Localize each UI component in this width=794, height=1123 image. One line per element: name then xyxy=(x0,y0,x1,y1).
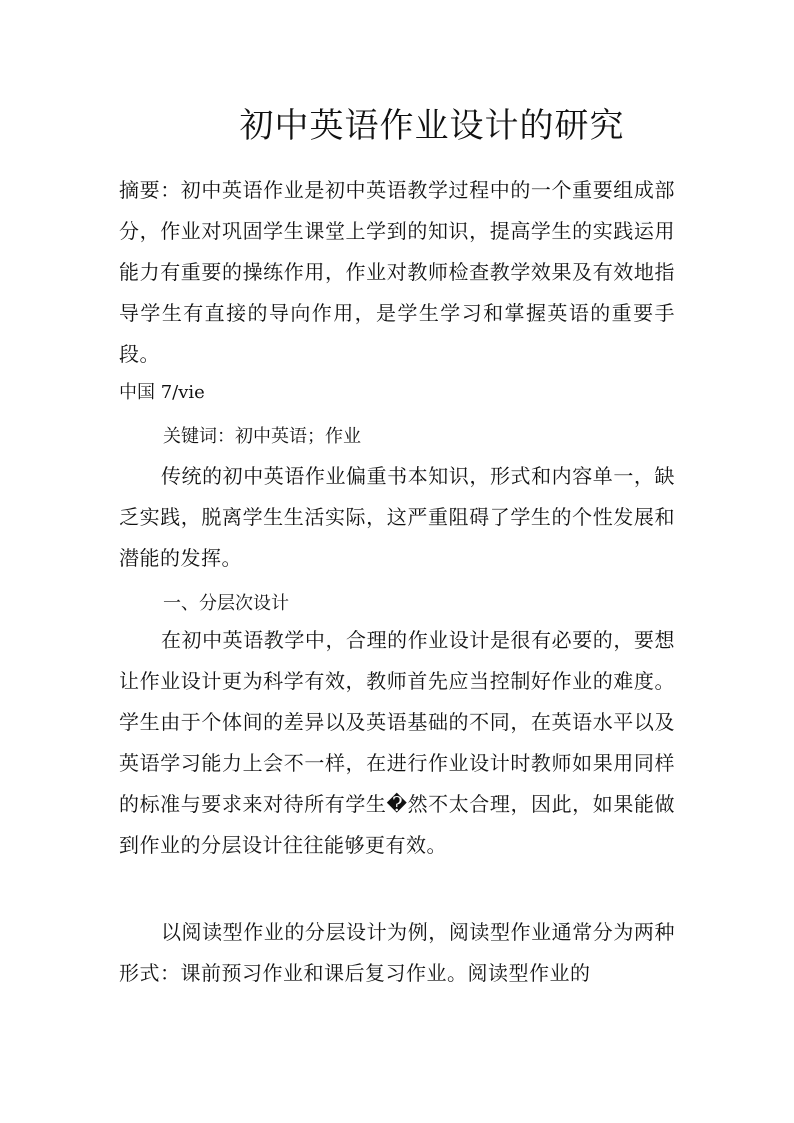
paragraph-2: 在初中英语教学中，合理的作业设计是很有必要的，要想让作业设计更为科学有效，教师首先应当控制好作业的难度。学生由于个体间的差异以及英语基础的不同，在英语水平以及英语学习能力上会不一样，在进行作业设计时教师如果用同样的标准与要求来对待所有学生�然不太合理，因此，如果能做到作业的分层设计往往能够更有效。 xyxy=(119,628,675,857)
section-heading-1: 一、分层次设计 xyxy=(163,593,289,614)
document-title: 初中英语作业设计的研究 xyxy=(239,106,625,146)
classification-line: 中国 7/vie xyxy=(119,382,205,403)
keywords-line: 关键词：初中英语；作业 xyxy=(163,426,361,447)
abstract-paragraph: 摘要：初中英语作业是初中英语教学过程中的一个重要组成部分，作业对巩固学生课堂上学到的知识，提高学生的实践运用能力有重要的操练作用，作业对教师检查教学效果及有效地指导学生有直接的导向作用，是学生学习和掌握英语的重要手段。 xyxy=(119,178,675,366)
paragraph-1: 传统的初中英语作业偏重书本知识，形式和内容单一，缺乏实践，脱离学生生活实际，这严重阻碍了学生的个性发展和潜能的发挥。 xyxy=(119,464,675,570)
paragraph-3: 以阅读型作业的分层设计为例，阅读型作业通常分为两种形式：课前预习作业和课后复习作业。阅读型作业的 xyxy=(119,920,675,985)
